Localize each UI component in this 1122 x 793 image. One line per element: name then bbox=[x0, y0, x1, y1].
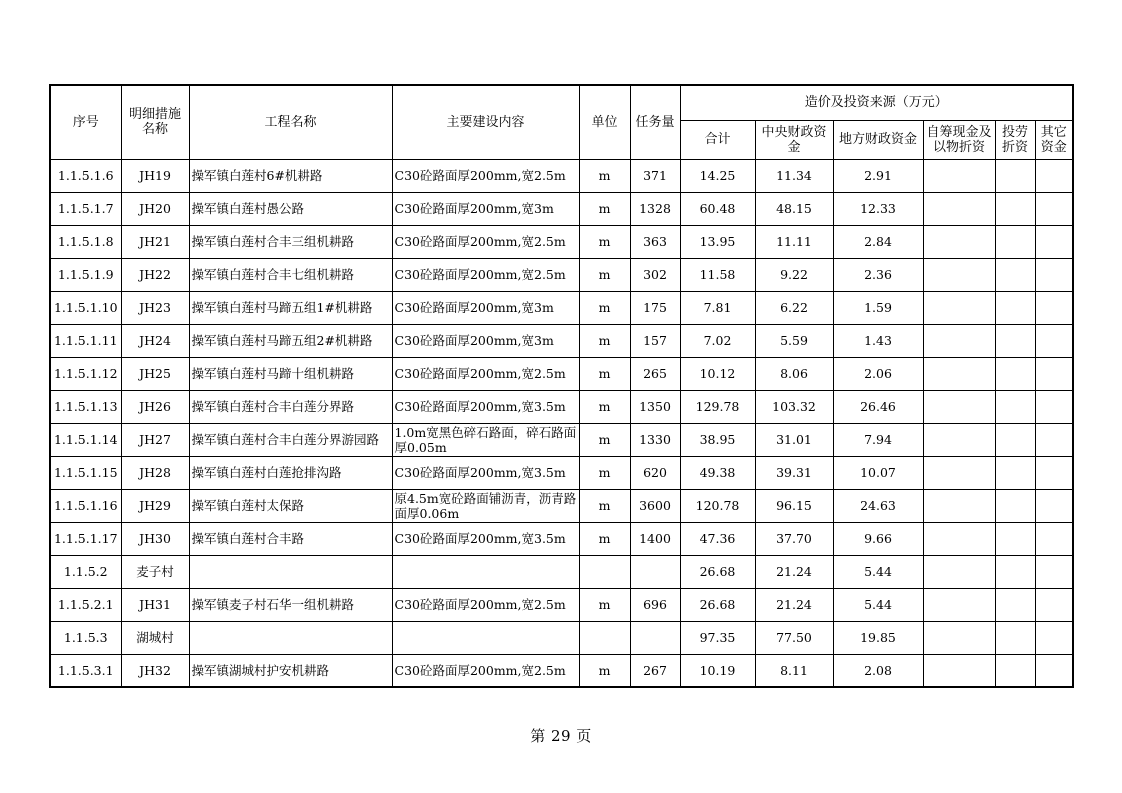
table-header bbox=[50, 85, 1073, 159]
cell-local: 5.44 bbox=[833, 555, 923, 588]
header-labor: 投劳折资 bbox=[995, 120, 1035, 159]
header-seq: 序号 bbox=[50, 85, 121, 159]
cell-central: 37.70 bbox=[755, 522, 833, 555]
header-local: 地方财政资金 bbox=[833, 120, 923, 159]
cell-labor bbox=[995, 621, 1035, 654]
cell-local: 2.08 bbox=[833, 654, 923, 687]
cell-name: 操军镇白莲村合丰三组机耕路 bbox=[189, 225, 392, 258]
cell-local: 2.84 bbox=[833, 225, 923, 258]
cell-labor bbox=[995, 159, 1035, 192]
cell-qty: 1330 bbox=[630, 423, 680, 456]
cell-central: 96.15 bbox=[755, 489, 833, 522]
cell-name: 操军镇白莲村马蹄五组1#机耕路 bbox=[189, 291, 392, 324]
cell-other bbox=[1035, 192, 1073, 225]
cell-labor bbox=[995, 489, 1035, 522]
cell-other bbox=[1035, 225, 1073, 258]
cell-content: 1.0m宽黑色碎石路面，碎石路面厚0.05m bbox=[392, 423, 579, 456]
cell-qty: 302 bbox=[630, 258, 680, 291]
cell-labor bbox=[995, 324, 1035, 357]
cell-name: 操军镇湖城村护安机耕路 bbox=[189, 654, 392, 687]
cell-total: 13.95 bbox=[680, 225, 755, 258]
cell-central: 21.24 bbox=[755, 555, 833, 588]
cell-code: JH22 bbox=[121, 258, 189, 291]
cell-central: 8.11 bbox=[755, 654, 833, 687]
table-row bbox=[50, 654, 1073, 687]
cell-name: 操军镇白莲村6#机耕路 bbox=[189, 159, 392, 192]
table-row bbox=[50, 423, 1073, 456]
header-other: 其它资金 bbox=[1035, 120, 1073, 159]
cell-labor bbox=[995, 555, 1035, 588]
table-row bbox=[50, 357, 1073, 390]
cell-name: 操军镇麦子村石华一组机耕路 bbox=[189, 588, 392, 621]
cell-code: JH29 bbox=[121, 489, 189, 522]
cell-self bbox=[923, 192, 995, 225]
cell-code: JH30 bbox=[121, 522, 189, 555]
cell-code: JH20 bbox=[121, 192, 189, 225]
cell-seq: 1.1.5.2.1 bbox=[50, 588, 121, 621]
cell-unit: m bbox=[579, 291, 630, 324]
cell-central: 21.24 bbox=[755, 588, 833, 621]
table-row bbox=[50, 489, 1073, 522]
cell-labor bbox=[995, 225, 1035, 258]
table-row bbox=[50, 522, 1073, 555]
cell-seq: 1.1.5.1.6 bbox=[50, 159, 121, 192]
cell-code: 湖城村 bbox=[121, 621, 189, 654]
cell-code: JH27 bbox=[121, 423, 189, 456]
cell-central: 31.01 bbox=[755, 423, 833, 456]
cell-seq: 1.1.5.1.15 bbox=[50, 456, 121, 489]
cell-local: 2.06 bbox=[833, 357, 923, 390]
cell-labor bbox=[995, 357, 1035, 390]
table-row bbox=[50, 291, 1073, 324]
cell-self bbox=[923, 555, 995, 588]
cell-central: 103.32 bbox=[755, 390, 833, 423]
cell-unit: m bbox=[579, 588, 630, 621]
cell-total: 60.48 bbox=[680, 192, 755, 225]
cell-labor bbox=[995, 522, 1035, 555]
cell-content: 原4.5m宽砼路面铺沥青，沥青路面厚0.06m bbox=[392, 489, 579, 522]
header-qty: 任务量 bbox=[630, 85, 680, 159]
cell-total: 49.38 bbox=[680, 456, 755, 489]
cell-other bbox=[1035, 654, 1073, 687]
cell-name bbox=[189, 555, 392, 588]
cell-qty: 363 bbox=[630, 225, 680, 258]
cell-unit: m bbox=[579, 258, 630, 291]
table-row bbox=[50, 621, 1073, 654]
cell-other bbox=[1035, 621, 1073, 654]
table-row bbox=[50, 192, 1073, 225]
cell-labor bbox=[995, 588, 1035, 621]
cell-unit: m bbox=[579, 390, 630, 423]
cell-content: C30砼路面厚200mm,宽2.5m bbox=[392, 159, 579, 192]
cell-seq: 1.1.5.1.13 bbox=[50, 390, 121, 423]
cell-code: JH28 bbox=[121, 456, 189, 489]
header-code: 明细措施名称 bbox=[121, 85, 189, 159]
cell-name: 操军镇白莲村白莲抢排沟路 bbox=[189, 456, 392, 489]
cell-seq: 1.1.5.1.8 bbox=[50, 225, 121, 258]
cell-other bbox=[1035, 423, 1073, 456]
cell-content: C30砼路面厚200mm,宽3.5m bbox=[392, 390, 579, 423]
cell-other bbox=[1035, 159, 1073, 192]
cell-content bbox=[392, 555, 579, 588]
cell-central: 5.59 bbox=[755, 324, 833, 357]
cell-other bbox=[1035, 324, 1073, 357]
cell-content: C30砼路面厚200mm,宽2.5m bbox=[392, 654, 579, 687]
cell-name: 操军镇白莲村合丰路 bbox=[189, 522, 392, 555]
cell-seq: 1.1.5.3.1 bbox=[50, 654, 121, 687]
cell-local: 1.59 bbox=[833, 291, 923, 324]
cell-total: 47.36 bbox=[680, 522, 755, 555]
cell-name: 操军镇白莲村马蹄五组2#机耕路 bbox=[189, 324, 392, 357]
cell-labor bbox=[995, 291, 1035, 324]
page-number: 第 29 页 bbox=[530, 727, 592, 745]
cell-self bbox=[923, 621, 995, 654]
cell-unit: m bbox=[579, 225, 630, 258]
cell-content: C30砼路面厚200mm,宽3.5m bbox=[392, 522, 579, 555]
cell-central: 9.22 bbox=[755, 258, 833, 291]
cell-unit: m bbox=[579, 522, 630, 555]
cell-central: 48.15 bbox=[755, 192, 833, 225]
cell-total: 11.58 bbox=[680, 258, 755, 291]
cell-self bbox=[923, 489, 995, 522]
cell-self bbox=[923, 522, 995, 555]
cell-central: 11.11 bbox=[755, 225, 833, 258]
cell-other bbox=[1035, 390, 1073, 423]
cell-labor bbox=[995, 456, 1035, 489]
cell-qty: 1350 bbox=[630, 390, 680, 423]
cell-central: 11.34 bbox=[755, 159, 833, 192]
cell-other bbox=[1035, 456, 1073, 489]
cell-labor bbox=[995, 654, 1035, 687]
cell-unit: m bbox=[579, 654, 630, 687]
cell-total: 38.95 bbox=[680, 423, 755, 456]
cell-code: JH19 bbox=[121, 159, 189, 192]
cell-content: C30砼路面厚200mm,宽3m bbox=[392, 324, 579, 357]
cell-total: 14.25 bbox=[680, 159, 755, 192]
cell-seq: 1.1.5.1.10 bbox=[50, 291, 121, 324]
cell-name: 操军镇白莲村愚公路 bbox=[189, 192, 392, 225]
cell-unit bbox=[579, 555, 630, 588]
cell-total: 26.68 bbox=[680, 555, 755, 588]
cell-qty: 696 bbox=[630, 588, 680, 621]
cell-seq: 1.1.5.1.17 bbox=[50, 522, 121, 555]
table-body bbox=[50, 159, 1073, 687]
cell-name: 操军镇白莲村太保路 bbox=[189, 489, 392, 522]
cell-qty: 267 bbox=[630, 654, 680, 687]
cell-qty: 175 bbox=[630, 291, 680, 324]
cell-unit: m bbox=[579, 324, 630, 357]
cell-self bbox=[923, 324, 995, 357]
cell-code: JH21 bbox=[121, 225, 189, 258]
cell-content: C30砼路面厚200mm,宽3m bbox=[392, 192, 579, 225]
cell-unit: m bbox=[579, 489, 630, 522]
investment-table bbox=[49, 84, 1074, 688]
cell-qty: 265 bbox=[630, 357, 680, 390]
table-row bbox=[50, 390, 1073, 423]
cell-unit: m bbox=[579, 423, 630, 456]
cell-unit: m bbox=[579, 456, 630, 489]
header-unit: 单位 bbox=[579, 85, 630, 159]
cell-other bbox=[1035, 291, 1073, 324]
cell-code: JH23 bbox=[121, 291, 189, 324]
table-row bbox=[50, 225, 1073, 258]
table-row bbox=[50, 258, 1073, 291]
cell-total: 97.35 bbox=[680, 621, 755, 654]
cell-local: 1.43 bbox=[833, 324, 923, 357]
cell-qty: 1400 bbox=[630, 522, 680, 555]
cell-seq: 1.1.5.1.14 bbox=[50, 423, 121, 456]
cell-total: 10.12 bbox=[680, 357, 755, 390]
cell-unit bbox=[579, 621, 630, 654]
header-self: 自筹现金及以物折资 bbox=[923, 120, 995, 159]
table-row bbox=[50, 588, 1073, 621]
cell-central: 8.06 bbox=[755, 357, 833, 390]
header-content: 主要建设内容 bbox=[392, 85, 579, 159]
cell-content: C30砼路面厚200mm,宽2.5m bbox=[392, 357, 579, 390]
cell-local: 9.66 bbox=[833, 522, 923, 555]
header-name: 工程名称 bbox=[189, 85, 392, 159]
cell-name: 操军镇白莲村合丰白莲分界路 bbox=[189, 390, 392, 423]
cell-code: JH31 bbox=[121, 588, 189, 621]
cell-local: 26.46 bbox=[833, 390, 923, 423]
cell-qty: 157 bbox=[630, 324, 680, 357]
cell-seq: 1.1.5.1.12 bbox=[50, 357, 121, 390]
cell-total: 26.68 bbox=[680, 588, 755, 621]
cell-content bbox=[392, 621, 579, 654]
cell-other bbox=[1035, 522, 1073, 555]
table-row bbox=[50, 324, 1073, 357]
cell-code: JH24 bbox=[121, 324, 189, 357]
cell-unit: m bbox=[579, 159, 630, 192]
cell-name bbox=[189, 621, 392, 654]
cell-content: C30砼路面厚200mm,宽2.5m bbox=[392, 258, 579, 291]
cell-local: 12.33 bbox=[833, 192, 923, 225]
header-invest-group: 造价及投资来源（万元） bbox=[680, 85, 1073, 120]
cell-labor bbox=[995, 192, 1035, 225]
cell-content: C30砼路面厚200mm,宽3.5m bbox=[392, 456, 579, 489]
cell-self bbox=[923, 159, 995, 192]
cell-other bbox=[1035, 489, 1073, 522]
cell-self bbox=[923, 456, 995, 489]
cell-local: 24.63 bbox=[833, 489, 923, 522]
cell-qty: 3600 bbox=[630, 489, 680, 522]
cell-local: 7.94 bbox=[833, 423, 923, 456]
cell-content: C30砼路面厚200mm,宽2.5m bbox=[392, 225, 579, 258]
cell-central: 77.50 bbox=[755, 621, 833, 654]
cell-unit: m bbox=[579, 192, 630, 225]
cell-content: C30砼路面厚200mm,宽2.5m bbox=[392, 588, 579, 621]
cell-total: 7.02 bbox=[680, 324, 755, 357]
cell-other bbox=[1035, 555, 1073, 588]
cell-code: 麦子村 bbox=[121, 555, 189, 588]
cell-local: 2.36 bbox=[833, 258, 923, 291]
cell-labor bbox=[995, 390, 1035, 423]
cell-self bbox=[923, 390, 995, 423]
cell-name: 操军镇白莲村合丰七组机耕路 bbox=[189, 258, 392, 291]
cell-self bbox=[923, 588, 995, 621]
cell-self bbox=[923, 654, 995, 687]
cell-name: 操军镇白莲村马蹄十组机耕路 bbox=[189, 357, 392, 390]
cell-total: 7.81 bbox=[680, 291, 755, 324]
cell-local: 19.85 bbox=[833, 621, 923, 654]
cell-seq: 1.1.5.1.11 bbox=[50, 324, 121, 357]
cell-qty: 1328 bbox=[630, 192, 680, 225]
cell-qty bbox=[630, 621, 680, 654]
cell-name: 操军镇白莲村合丰白莲分界游园路 bbox=[189, 423, 392, 456]
cell-qty: 620 bbox=[630, 456, 680, 489]
cell-seq: 1.1.5.1.7 bbox=[50, 192, 121, 225]
cell-code: JH25 bbox=[121, 357, 189, 390]
cell-seq: 1.1.5.1.16 bbox=[50, 489, 121, 522]
cell-labor bbox=[995, 423, 1035, 456]
cell-labor bbox=[995, 258, 1035, 291]
cell-qty bbox=[630, 555, 680, 588]
header-total: 合计 bbox=[680, 120, 755, 159]
cell-seq: 1.1.5.1.9 bbox=[50, 258, 121, 291]
table-row bbox=[50, 159, 1073, 192]
cell-seq: 1.1.5.3 bbox=[50, 621, 121, 654]
cell-unit: m bbox=[579, 357, 630, 390]
cell-total: 120.78 bbox=[680, 489, 755, 522]
cell-local: 10.07 bbox=[833, 456, 923, 489]
cell-content: C30砼路面厚200mm,宽3m bbox=[392, 291, 579, 324]
table-row bbox=[50, 555, 1073, 588]
cell-other bbox=[1035, 588, 1073, 621]
cell-central: 39.31 bbox=[755, 456, 833, 489]
header-central: 中央财政资金 bbox=[755, 120, 833, 159]
cell-other bbox=[1035, 258, 1073, 291]
table-row bbox=[50, 456, 1073, 489]
cell-self bbox=[923, 423, 995, 456]
cell-code: JH26 bbox=[121, 390, 189, 423]
cell-code: JH32 bbox=[121, 654, 189, 687]
cell-qty: 371 bbox=[630, 159, 680, 192]
cell-central: 6.22 bbox=[755, 291, 833, 324]
cell-seq: 1.1.5.2 bbox=[50, 555, 121, 588]
cell-local: 5.44 bbox=[833, 588, 923, 621]
cell-self bbox=[923, 291, 995, 324]
cell-self bbox=[923, 357, 995, 390]
cell-self bbox=[923, 225, 995, 258]
cell-total: 10.19 bbox=[680, 654, 755, 687]
cell-local: 2.91 bbox=[833, 159, 923, 192]
cell-total: 129.78 bbox=[680, 390, 755, 423]
cell-other bbox=[1035, 357, 1073, 390]
cell-self bbox=[923, 258, 995, 291]
